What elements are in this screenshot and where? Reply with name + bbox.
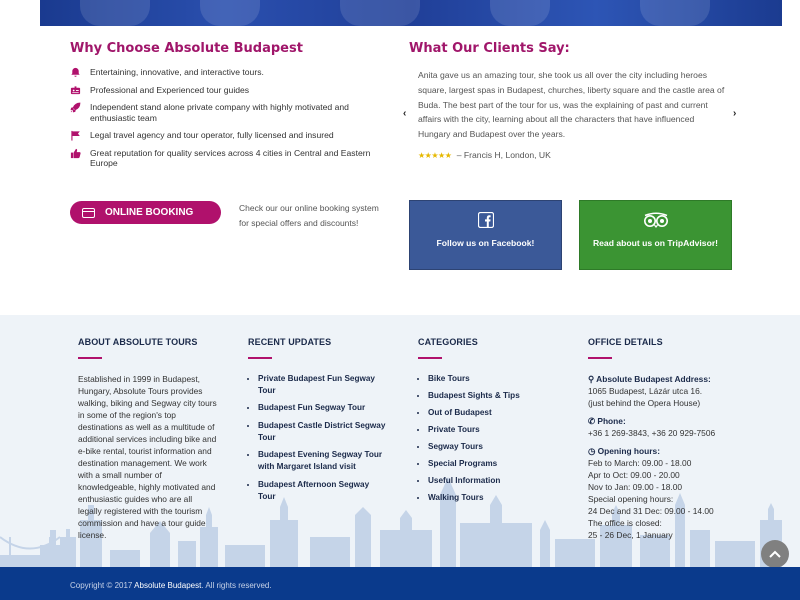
hours-line: 24 Dec and 31 Dec: 09.00 - 14.00 xyxy=(588,506,714,516)
why-item-text: Great reputation for quality services across 4 cities in Central and Eastern Europe xyxy=(90,147,371,168)
hours-line: Nov to Jan: 09.00 - 18.00 xyxy=(588,482,683,492)
hours-line: Feb to March: 09.00 - 18.00 xyxy=(588,458,692,468)
rocket-icon xyxy=(70,102,81,113)
review-text: Anita gave us an amazing tour, she took us all over the city including heroes square, largest spas in Budapest, churches, liberty square and the castle area of Buda. The best part of the tour for us, was the explaining of past and current affairs with the city, learning about all the characters that have influenced Hungary and Budapest over the years. xyxy=(418,70,725,140)
next-review-button[interactable]: › xyxy=(733,108,737,119)
footer-categories xyxy=(418,337,558,509)
chevron-up-icon xyxy=(769,550,781,558)
address-note: (just behind the Opera House) xyxy=(588,398,701,408)
footer xyxy=(0,315,800,567)
category-link[interactable]: • Walking Tours xyxy=(428,492,558,504)
category-link[interactable]: • Special Programs xyxy=(428,458,558,470)
address: 1065 Budapest, Lázár utca 16. xyxy=(588,386,703,396)
hero-banner xyxy=(0,0,800,26)
id-card-icon xyxy=(70,85,81,96)
accent-divider xyxy=(418,357,442,359)
hero-image xyxy=(40,0,782,26)
flag-icon xyxy=(70,130,81,141)
copyright-suffix: . All rights reserved. xyxy=(201,581,272,590)
credit-card-icon xyxy=(82,208,95,218)
booking-note: Check our our online booking system for special offers and discounts! xyxy=(239,203,379,228)
update-link[interactable]: • Budapest Castle District Segway Tour xyxy=(258,420,388,444)
update-link[interactable]: • Budapest Afternoon Segway Tour xyxy=(258,479,388,503)
category-link[interactable]: • Out of Budapest xyxy=(428,407,558,419)
update-link[interactable]: • Budapest Fun Segway Tour xyxy=(258,402,388,414)
footer-office xyxy=(588,337,758,541)
accent-divider xyxy=(248,357,272,359)
category-link[interactable]: • Private Tours xyxy=(428,424,558,436)
footer-updates xyxy=(248,337,388,508)
category-link[interactable]: • Useful Information xyxy=(428,475,558,487)
why-heading: Why Choose Absolute Budapest xyxy=(70,41,303,56)
update-link[interactable]: • Private Budapest Fun Segway Tour xyxy=(258,373,388,397)
hours-line: The office is closed: xyxy=(588,518,662,528)
reviewer-name: – Francis H, London, UK xyxy=(456,150,551,160)
clock-icon: ◷ xyxy=(588,446,598,456)
update-link[interactable]: • Budapest Evening Segway Tour with Margaret Island visit xyxy=(258,449,388,473)
why-list xyxy=(70,67,390,176)
why-item-text: Legal travel agency and tour operator, fully licensed and insured xyxy=(90,130,334,140)
why-item xyxy=(70,85,390,96)
why-item-text: Entertaining, innovative, and interactive tours. xyxy=(90,67,264,77)
why-item xyxy=(70,130,390,141)
tripadvisor-label: Read about us on TripAdvisor! xyxy=(592,238,719,248)
why-item xyxy=(70,102,390,123)
reviewer xyxy=(418,150,551,160)
footer-updates-title: RECENT UPDATES xyxy=(248,337,332,347)
footer-office-title: OFFICE DETAILS xyxy=(588,337,663,347)
copyright-bar xyxy=(0,567,800,600)
scroll-to-top-button[interactable] xyxy=(761,540,789,568)
map-marker-icon: ⚲ xyxy=(588,374,597,384)
phone-numbers: +36 1 269-3843, +36 20 929-7506 xyxy=(588,428,716,438)
hours-line: Apr to Oct: 09.00 - 20.00 xyxy=(588,470,680,480)
hours-label: Opening hours: xyxy=(597,446,660,456)
hours-line: 25 - 26 Dec, 1 January xyxy=(588,530,673,540)
phone-label: Phone: xyxy=(597,416,626,426)
category-link[interactable]: • Segway Tours xyxy=(428,441,558,453)
thumbs-up-icon xyxy=(70,148,81,159)
phone-icon: ✆ xyxy=(588,416,598,426)
accent-divider xyxy=(588,357,612,359)
facebook-button[interactable] xyxy=(409,200,562,270)
facebook-label: Follow us on Facebook! xyxy=(436,238,535,248)
why-item xyxy=(70,67,390,78)
category-link[interactable]: • Bike Tours xyxy=(428,373,558,385)
category-link[interactable]: • Budapest Sights & Tips xyxy=(428,390,558,402)
categories-list xyxy=(418,373,558,504)
online-booking-button[interactable] xyxy=(70,201,221,224)
tripadvisor-button[interactable] xyxy=(579,200,732,270)
online-booking-label: ONLINE BOOKING xyxy=(105,207,194,218)
bell-icon xyxy=(70,67,81,78)
accent-divider xyxy=(78,357,102,359)
updates-list xyxy=(248,373,388,503)
footer-about xyxy=(78,337,218,541)
address-label: Absolute Budapest Address: xyxy=(596,374,711,384)
brand-link[interactable]: Absolute Budapest xyxy=(134,581,202,590)
why-item xyxy=(70,148,390,169)
tripadvisor-owl-icon xyxy=(643,211,669,229)
hours-line: Special opening hours: xyxy=(588,494,674,504)
why-item-text: Independent stand alone private company with highly motivated and enthusiastic team xyxy=(90,102,349,123)
rating-stars: ★★★★★ xyxy=(418,151,452,160)
why-item-text: Professional and Experienced tour guides xyxy=(90,84,250,95)
clients-heading: What Our Clients Say: xyxy=(409,41,570,56)
copyright-prefix: Copyright © 2017 xyxy=(70,581,133,590)
prev-review-button[interactable]: ‹ xyxy=(403,108,407,119)
facebook-icon xyxy=(478,211,494,229)
footer-categories-title: CATEGORIES xyxy=(418,337,478,347)
footer-about-title: ABOUT ABSOLUTE TOURS xyxy=(78,337,198,347)
footer-about-text: Established in 1999 in Budapest, Hungary, Absolute Tours provides walking, biking and Segway city tours in some of the region's top destinations as well as a multitude of additional services including bike and e-bike rental, tourist information and destination management. We work with a small number of knowledgeable, highly motivated and enthusiastic guides who are all legally registered with the tourism commission and have a tour guide license. xyxy=(78,374,217,540)
